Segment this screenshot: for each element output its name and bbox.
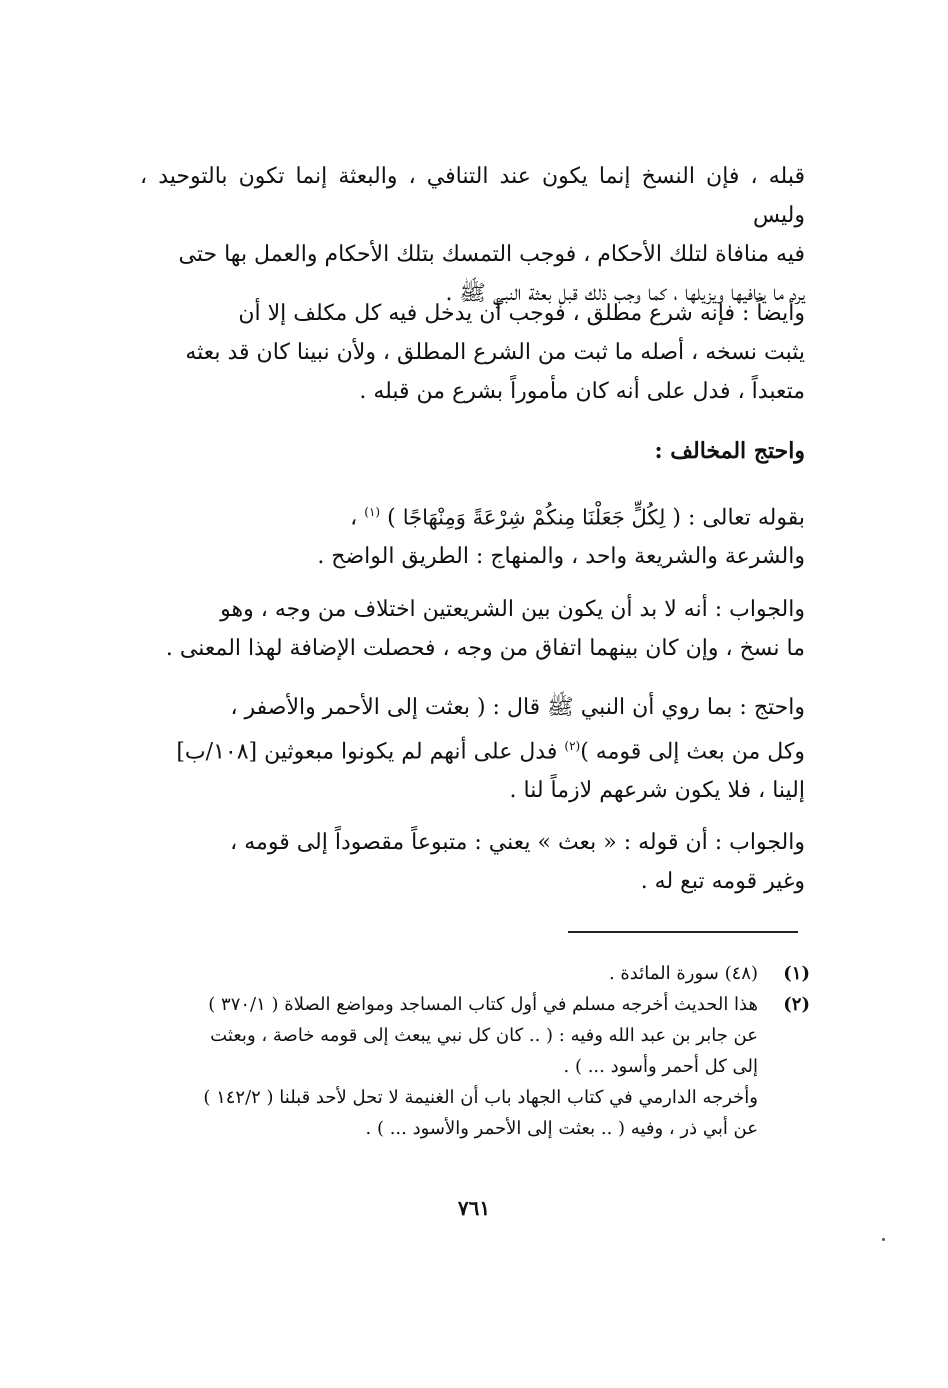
- paragraph-line: والجواب : أنه لا بد أن يكون بين الشريعتين اختلاف من وجه ، وهو: [220, 597, 805, 622]
- quran-prefix: بقوله تعالى : (: [672, 505, 805, 531]
- paragraph-line: يثبت نسخه ، أصله ما ثبت من الشرع المطلق ، ولأن نبينا كان قد بعثه: [185, 340, 805, 365]
- footnote-line: وأخرجه الدارمي في كتاب الجهاد باب أن الغنيمة لا تحل لأحد قبلنا ( ١٤٢/٢ ): [203, 1087, 758, 1108]
- footnote-divider: [568, 931, 798, 933]
- footnote-1: [150, 958, 810, 989]
- hadith-paragraph: [140, 688, 805, 810]
- footnote-line: عن جابر بن عبد الله وفيه : ( .. كان كل نبي يبعث إلى قومه خاصة ، وبعثت: [210, 1025, 758, 1046]
- paragraph-1: [140, 157, 805, 313]
- footnote-text: [150, 958, 758, 989]
- paragraph-line: ما نسخ ، وإن كان بينهما اتفاق من وجه ، فحصلت الإضافة لهذا المعنى .: [165, 636, 805, 661]
- hadith-text-continued: فدل على أنهم لم يكونوا مبعوثين [١٠٨/ب]: [176, 739, 558, 765]
- scan-speck: [882, 1238, 885, 1241]
- page-number: ٧٦١: [457, 1196, 491, 1220]
- footnote-number: (١): [783, 963, 810, 984]
- paragraph-line: فيه منافاة لتلك الأحكام ، فوجب التمسك بتلك الأحكام والعمل بها حتى: [178, 242, 805, 267]
- footnote-line: (٤٨) سورة المائدة .: [608, 963, 758, 984]
- paragraph-line: إلينا ، فلا يكون شرعهم لازماً لنا .: [509, 778, 805, 804]
- paragraph-line: يرد ما ينافيها ويزيلها ، كما وجب ذلك قبل بعثة النبي ﷺ .: [445, 281, 805, 306]
- paragraph-line: متعبداً ، فدل على أنه كان مأموراً بشرع من قبله .: [359, 379, 805, 404]
- quran-verse: لِكُلٍّ جَعَلْنَا مِنكُمْ شِرْعَةً وَمِنْهَاجًا: [402, 505, 666, 530]
- quran-suffix: ): [387, 505, 396, 531]
- paragraph-2: [140, 294, 805, 411]
- paragraph-line: [140, 727, 805, 771]
- paragraph-line: واحتج : بما روي أن النبي ﷺ قال : ( بعثت إلى الأحمر والأصفر ،: [230, 695, 805, 720]
- hadith-text: وكل من بعث إلى قومه ): [580, 739, 805, 765]
- answer-paragraph-1: [140, 590, 805, 668]
- footnote-text: [150, 989, 758, 1144]
- paragraph-line: قبله ، فإن النسخ إنما يكون عند التنافي ، والبعثة إنما تكون بالتوحيد ، وليس: [140, 164, 805, 228]
- paragraph-line: والشرعة والشريعة واحد ، والمنهاج : الطريق الواضح .: [317, 544, 805, 570]
- paragraph-line: وأيضاً : فإنه شرع مطلق ، فوجب أن يدخل فيه كل مكلف إلا أن: [238, 301, 805, 326]
- quran-tail: ،: [350, 505, 358, 531]
- footnote-marker-1: (١): [364, 505, 381, 519]
- footnote-line: هذا الحديث أخرجه مسلم في أول كتاب المساجد ومواضع الصلاة ( ٣٧٠/١ ): [208, 994, 758, 1015]
- footnote-line: إلى كل أحمر وأسود ... ) .: [563, 1056, 758, 1077]
- footnote-marker-2: (٢): [564, 739, 581, 753]
- section-heading: واحتج المخالف :: [654, 438, 805, 464]
- footnote-line: عن أبي ذر ، وفيه ( .. بعثت إلى الأحمر والأسود ... ) .: [365, 1118, 758, 1139]
- quran-paragraph: [140, 493, 805, 576]
- footnote-number: (٢): [783, 994, 810, 1015]
- footnotes: [150, 958, 810, 1144]
- footnote-2: [150, 989, 810, 1144]
- paragraph-line: وغير قومه تبع له .: [640, 869, 805, 894]
- quran-line: [140, 493, 805, 537]
- answer-paragraph-2: [140, 823, 805, 901]
- paragraph-line: والجواب : أن قوله : « بعث » يعني : متبوعاً مقصوداً إلى قومه ،: [230, 830, 805, 855]
